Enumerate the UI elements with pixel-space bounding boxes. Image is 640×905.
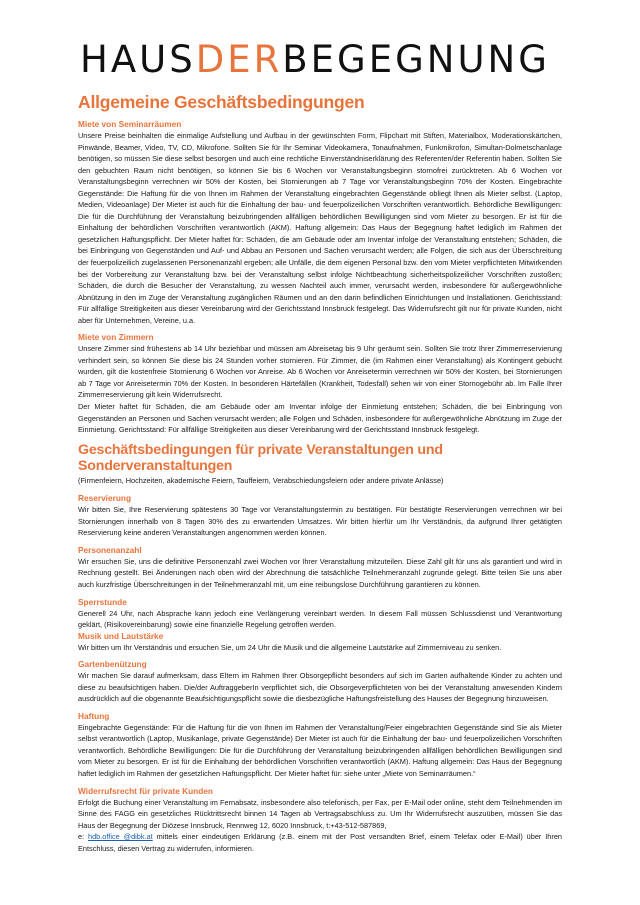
heading-seminar: Miete von Seminarräumen (78, 119, 182, 129)
text-seminar: Unsere Preise beinhalten die einmalige Aufstellung und Aufbau in der gewünschten Form, Flipchart mit Stiften, Materialbox, Moderationskärtchen, Pinwände, Beamer, Video, TV, CD, Mikrofone. Sollten Sie für Ihr Seminar Videokamera, Tonaufnahmen, Funkmikrofon, Simultan-Dolmetschanlage benötigen, so müssen Sie diese selbst besorgen und auch eine rechtliche Einverständniserklärung des Referenten/der Referentin haben. Sollten Sie den gebuchten Raum nicht benötigen, so können Sie bis 6 Wochen vor Veranstaltungsbeginn stornofrei zurücktreten. Ab 6 Wochen vor Veranstaltungsbeginn verrechnen wir 50% der Kosten, bei Stornierungen ab 7 Tage vor Veranstaltungsbeginn 70% der Kosten. Eingebrachte Gegenstände: Die Haftung für die von Ihnen im Rahmen der Veranstaltung eingebrachten Gegenstände obliegt Ihnen als Mieter selbst. (Laptop, Medien, Videoanlage) Der Mieter ist auch für die Einhaltung der bau- und feuerpolizeilichen Vorschriften verantwortlich. Behördliche Bewilligungen: Die für die Durchführung der Veranstaltung beizubringenden allfälligen behördlichen Bewilligungen sind vom Mieter zu besorgen. Er ist für die Einhaltung der behördlichen Vorschriften verantwortlich (AKM). Haftung allgemein: Das Haus der Begegnung haftet lediglich im Rahmen der gesetzlichen Haftungspflicht. Der Mieter haftet für: Schäden, die am Gebäude oder am Inventar infolge der Veranstaltung entstehen; Schäden, die bei Einbringung von Gegenständen und Auf- und Abbau an Personen und Sachen verursacht werden; alle Folgen, die sich aus der Überschreitung der feuerpolizeilich zugelassenen Personenanzahl ergeben; alle Unfälle, die dem eigenen Personal bzw. den vom Mieter verpflichteten Mitwirkenden bei der Vorbereitung zur Veranstaltung bzw. bei der Veranstaltung selbst infolge Nichtbeachtung sicherheitspolizeilicher Vorschriften zustoßen; Schäden, die durch die Besucher der Veranstaltung, zu wessen Nachteil auch immer, verursacht werden, insbesondere für außergewöhnliche Abnützung in den im Zuge der Veranstaltung zugänglichen Räumen und an den darin befindlichen Einrichtungen und Installationen. Gerichtsstand: Für allfällige Streitigkeiten aus dieser Vereinbarung wird der Gerichtsstand Innsbruck festgelegt. Das Widerrufsrecht gilt nur für private Kunden, nicht aber für Unternehmen, Vereine, u.a. (78, 131, 562, 325)
document-body (78, 92, 562, 854)
heading-haftung: Haftung (78, 710, 110, 721)
logo-part-begegnung: BEGEGNUNG (282, 38, 550, 81)
page-title: Allgemeine Geschäftsbedingungen (78, 92, 365, 112)
text-zimmer-1: Unsere Zimmer sind frühestens ab 14 Uhr beziehbar und müssen am Abreisetag bis 9 Uhr geräumt sein. Sollten Sie trotz Ihrer Zimmerreservierung verhindert sein, so können Sie diese bis 24 Stunden vorher stornieren. Für Zimmer, die (im Rahmen einer Veranstaltung) als Kontingent gebucht wurden, gilt die kostenfreie Stornierung 6 Wochen vor Anreise. Ab 6 Wochen vor Anreisetermin verrechnen wir 50% der Kosten, bei Stornierungen ab 7 Tage vor Anreisetermin 70% der Kosten. In besonderen Härtefällen (Krankheit, Todesfall) sehen wir von einer Stornogebühr ab. Im Falle Ihrer Zimmerreservierung gilt kein Widerrufsrecht. (78, 344, 562, 400)
heading-widerruf: Widerrufsrecht für private Kunden (78, 785, 213, 796)
heading-private: Geschäftsbedingungen für private Veranstaltungen und Sonderveranstaltungen (78, 441, 443, 474)
heading-musik: Musik und Lautstärke (78, 630, 164, 641)
logo-part-haus: HAUS (80, 38, 196, 81)
logo-part-der: DER (195, 38, 283, 81)
text-widerruf (78, 797, 562, 855)
text-garten: Wir machen Sie darauf aufmerksam, dass Eltern im Rahmen Ihrer Obsorgepflicht besonders auf sich im Garten aufhaltende Kinder zu achten und diese zu beaufsichtigen haben. Die/der AuftraggeberIn verpflichtet sich, die Obsorgeverpflichteten von bei der Veranstaltung anwesenden Kindern ausdrücklich auf die obgenannte Beaufsichtigungspflicht sowie die diesbezügliche Haftungsfreistellung des Hauses der Begegnung hinzuweisen. (78, 671, 562, 704)
heading-sperrstunde: Sperrstunde (78, 596, 127, 607)
text-personenanzahl: Wir ersuchen Sie, uns die definitive Personenzahl zwei Wochen vor Ihrer Veranstaltung mitzuteilen. Diese Zahl gilt für uns als garantiert und wird in Rechnung gestellt. Bei Änderungen nach oben wird der Abrechnung die tatsächliche Teilnehmeranzahl zugrunde gelegt. Bitte teilen Sie uns aber auch kurzfristige Überschreitungen in der Teilnehmeranzahl mit, um eine reibungslose Durchführung garantieren zu können. (78, 556, 562, 589)
heading-personenanzahl: Personenanzahl (78, 544, 142, 555)
text-haftung: Eingebrachte Gegenstände: Für die Haftung für die von Ihnen im Rahmen der Veranstaltung/Feier eingebrachten Gegenstände sind Sie als Mieter selbst verantwortlich (Laptop, Musikanlage, private Gegenstände) Der Mieter ist auch für die Einhaltung der bau- und feuerpolizeilichen Vorschriften verantwortlich. Behördliche Bewilligungen: Die für die Durchführung der Veranstaltung beizubringenden allfälligen behördlichen Bewilligungen sind vom Mieter zu besorgen. Er ist für die Einhaltung der behördlichen Vorschriften verantwortlich (AKM). Haftung allgemein: Das Haus der Begegnung haftet lediglich im Rahmen der gesetzlichen Haftungspflicht. Der Mieter haftet für: siehe unter „Miete von Seminarräumen.“ (78, 722, 562, 778)
heading-reservierung: Reservierung (78, 493, 132, 504)
heading-garten: Gartenbenützung (78, 659, 147, 670)
email-link[interactable]: hdb.office @dibk.at (88, 832, 153, 842)
text-sperrstunde: Generell 24 Uhr, nach Absprache kann jedoch eine Verlängerung vereinbart werden. In diesem Fall müssen Schlussdienst und Verantwortung geklärt, (Risikovereinbarung) sowie eine finanzielle Regelung getroffen werden. (78, 608, 562, 630)
text-widerruf-1: Erfolgt die Buchung einer Veranstaltung im Fernabsatz, insbesondere also telefonisch, per Fax, per E-Mail oder online, steht dem Teilnehmenden im Sinne des FAGG ein gesetzliches Rücktrittsrecht binnen 14 Tagen ab Vertragsabschluss zu. Um Ihr Widerrufsrecht auszuüben, müssen Sie das Haus der Begegnung der Diözese Innsbruck, Rennweg 12, 6020 Innsbruck, t:+43-512-587869, (78, 797, 562, 830)
text-reservierung: Wir bitten Sie, Ihre Reservierung spätestens 30 Tage vor Veranstaltungstermin zu bestätigen. Für bestätigte Reservierungen verrechnen wir bei Stornierungen innerhalb von 8 Tagen 30% des zu erwartenden Umsatzes. Wir bitten hierfür um Ihr Verständnis, da aufgrund Ihrer getätigten Reservierung keine anderen Veranstaltungen angenommen werden können. (78, 505, 562, 538)
email-prefix: e: (78, 832, 89, 842)
brand-logo (80, 38, 550, 81)
heading-zimmer: Miete von Zimmern (78, 332, 154, 343)
text-musik: Wir bitten um Ihr Verständnis und ersuchen Sie, um 24 Uhr die Musik und die allgemeine Lautstärke auf Zimmerniveau zu senken. (78, 642, 502, 652)
text-zimmer-2: Der Mieter haftet für Schäden, die am Gebäude oder am Inventar infolge der Einmietung entstehen; Schäden, die bei Einbringung von Gegenständen an Personen und Sachen verursacht werden; alle Folgen und Schäden, insbesondere für außergewöhnliche Abnützung im Zuge der Einmietung. Gerichtsstand: Für allfällige Streitigkeiten aus dieser Vereinbarung wird der Gerichtsstand Innsbruck festgelegt. (78, 402, 562, 435)
text-widerruf-2: mittels einer eindeutigen Erklärung (z.B. einem mit der Post versandten Brief, einem Telefax oder E-Mail) über Ihren Entschluss, diesen Vertrag zu widerrufen, informieren. (78, 832, 562, 853)
text-private-note: (Firmenfeiern, Hochzeiten, akademische Feiern, Tauffeiern, Verabschiedungsfeiern oder andere private Anlässe) (78, 475, 444, 485)
